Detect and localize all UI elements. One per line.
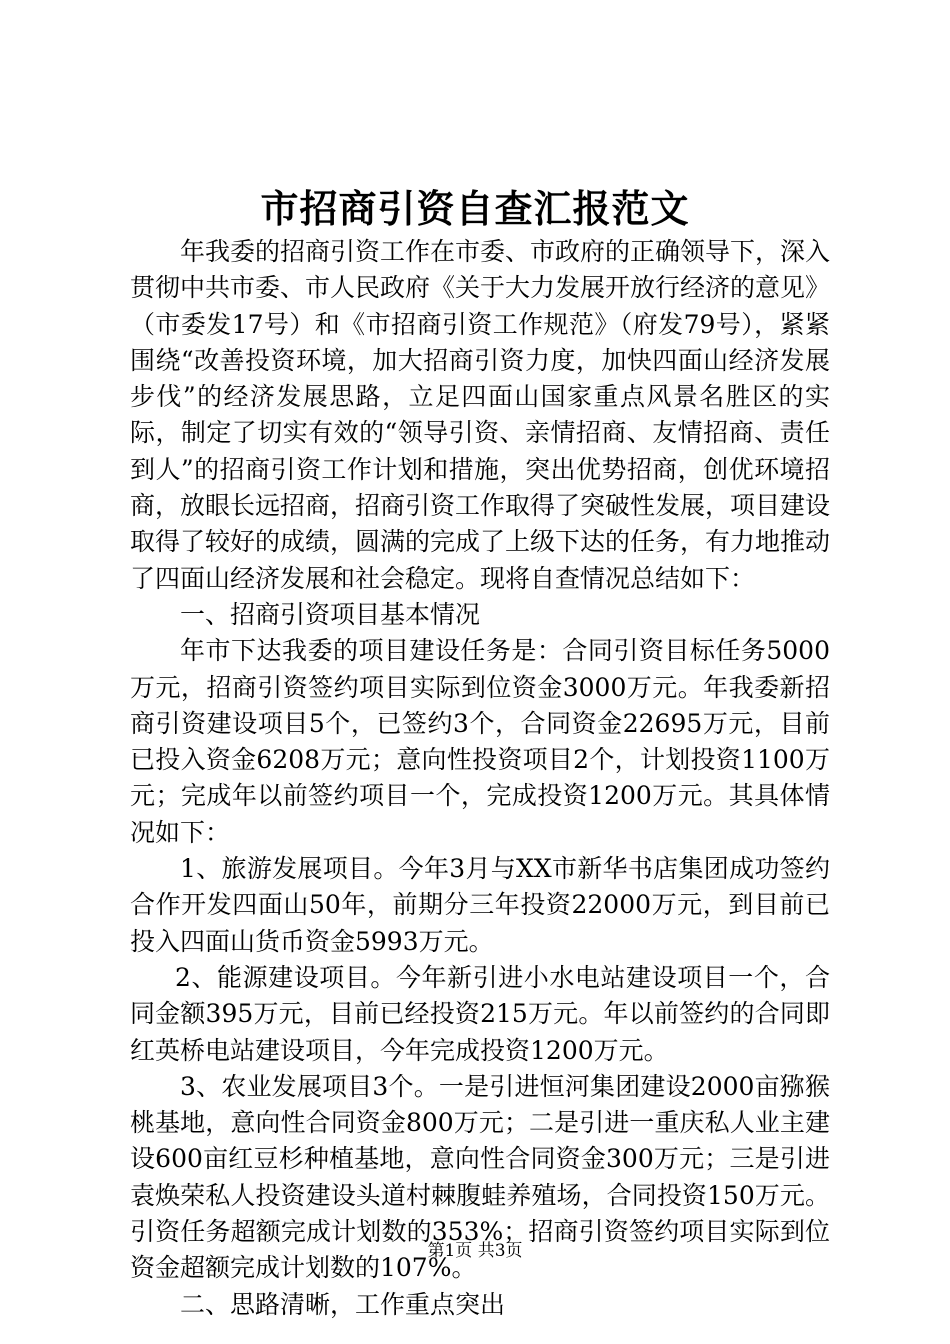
energy-project-paragraph: 2、能源建设项目。今年新引进小水电站建设项目一个，合同金额395万元，目前已经投资215万元。年以前签约的合同即红英桥电站建设项目，今年完成投资1200万元。 (130, 962, 830, 1065)
document-body (130, 234, 830, 1323)
document-title: 市招商引资自查汇报范文 (260, 186, 690, 231)
task-paragraph: 年市下达我委的项目建设任务是：合同引资目标任务5000万元，招商引资签约项目实际到位资金3000万元。年我委新招商引资建设项目5个，已签约3个，合同资金22695万元，目前已投入资金6208万元；意向性投资项目2个，计划投资1100万元；完成年以前签约项目一个，完成投资1200万元。其具体情况如下： (130, 636, 830, 847)
section-heading-2: 二、思路清晰，工作重点突出 (180, 1289, 506, 1319)
page-footer: 第1页 共3页 (427, 1241, 523, 1261)
intro-paragraph: 年我委的招商引资工作在市委、市政府的正确领导下，深入贯彻中共市委、市人民政府《关于大力发展开放行经济的意见》（市委发17号）和《市招商引资工作规范》（府发79号），紧紧围绕“改善投资环境，加大招商引资力度，加快四面山经济发展步伐”的经济发展思路，立足四面山国家重点风景名胜区的实际，制定了切实有效的“领导引资、亲情招商、友情招商、责任到人”的招商引资工作计划和措施，突出优势招商，创优环境招商，放眼长远招商，招商引资工作取得了突破性发展，项目建设取得了较好的成绩，圆满的完成了上级下达的任务，有力地推动了四面山经济发展和社会稳定。现将自查情况总结如下： (130, 237, 831, 593)
agriculture-project-paragraph: 3、农业发展项目3个。一是引进恒河集团建设2000亩猕猴桃基地，意向性合同资金800万元；二是引进一重庆私人业主建设600亩红豆杉种植基地，意向性合同资金300万元；三是引进袁焕荣私人投资建设头道村棘腹蛙养殖场，合同投资150万元。引资任务超额完成计划数的353%；招商引资签约项目实际到位资金超额完成计划数的107%。 (130, 1071, 830, 1283)
section-heading-1: 一、招商引资项目基本情况 (180, 599, 481, 629)
tourism-project-paragraph: 1、旅游发展项目。今年3月与XX市新华书店集团成功签约合作开发四面山50年，前期分三年投资22000万元，到目前已投入四面山货币资金5993万元。 (130, 854, 830, 956)
